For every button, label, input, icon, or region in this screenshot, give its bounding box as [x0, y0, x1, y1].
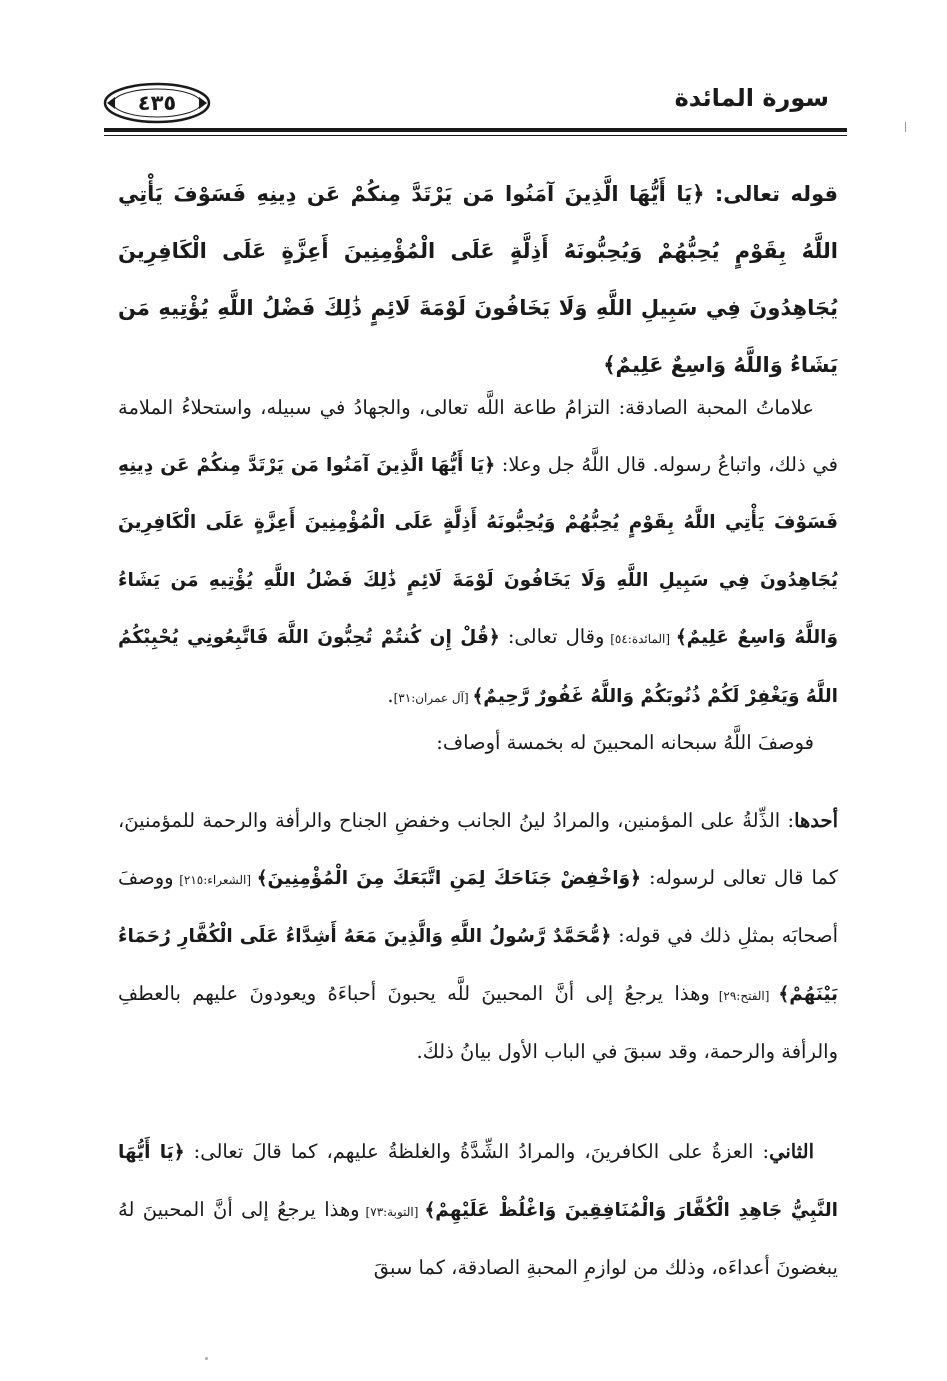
quran-verse: ﴿مُّحَمَّدٌ رَّسُولُ اللَّهِ وَالَّذِينَ مَعَهُ أَشِدَّاءُ عَلَى الْكُفَّارِ رُحَمَاءُ بَيْنَهُمْ﴾	[118, 926, 838, 1005]
surah-title: سورة المائدة	[674, 84, 829, 112]
paragraph-text: : الذِّلةُ على المؤمنين، والمرادُ لينُ الجانب وخفضِ الجناح والرأفة والرحمة للمؤمنينَ، كما قال تعالى لرسوله:	[118, 809, 839, 889]
paragraph-text: علاماتُ المحبة الصادقة: التزامُ طاعة اللَّه تعالى، والجهادُ في سبيله، واستحلاءُ الملامة في ذلك، واتباعُ رسوله. قال اللَّهُ جل وعلا:	[118, 396, 838, 476]
paragraph-text: فوصفَ اللَّهُ سبحانه المحبينَ له بخمسة أوصاف:	[436, 731, 814, 754]
opening-verse-paragraph	[118, 166, 838, 394]
paragraph-text: وهذا يرجعُ إلى أنَّ المحبينَ لهُ يبغضونَ أعداءَه، وذلك من لوازمِ المحبةِ الصادقة، كما سبقَ	[118, 1197, 838, 1279]
verse-intro: قوله تعالى:	[704, 182, 838, 206]
verse-reference: [الشعراء:٢١٥]	[173, 872, 257, 887]
header-rule-thin	[104, 135, 847, 136]
verse-reference: [آل عمران:٣١]	[393, 690, 473, 705]
verse-reference: [التوبة:٧٣]	[359, 1204, 425, 1219]
paragraph-signs-of-love	[118, 380, 838, 726]
attribute-lead: أحدها	[794, 809, 838, 832]
quran-verse: ﴿يَا أَيُّهَا الَّذِينَ آمَنُوا مَن يَرْتَدَّ مِنكُمْ عَن دِينِهِ فَسَوْفَ يَأْتِي اللَّهُ بِقَوْمٍ يُحِبُّهُمْ وَيُحِبُّونَهُ أَذِلَّةٍ عَلَى الْمُؤْمِنِينَ أَعِزَّةٍ عَلَى الْكَافِرِينَ يُجَاهِدُونَ فِي سَبِيلِ اللَّهِ وَلَا يَخَافُونَ لَوْمَةَ لَائِمٍ ذَٰلِكَ فَضْلُ اللَّهِ يُؤْتِيهِ مَن يَشَاءُ وَاللَّهُ وَاسِعٌ عَلِيمٌ﴾	[118, 182, 838, 377]
verse-reference: [المائدة:٥٤]	[604, 632, 676, 646]
margin-mark	[905, 122, 906, 132]
paragraph-first-attribute	[118, 793, 838, 1081]
verse-reference: [الفتح:٢٩]	[709, 988, 779, 1003]
quran-verse: ﴿يَا أَيُّهَا الَّذِينَ آمَنُوا مَن يَرْتَدَّ مِنكُمْ عَن دِينِهِ فَسَوْفَ يَأْتِي اللَّهُ بِقَوْمٍ يُحِبُّهُمْ وَيُحِبُّونَهُ أَذِلَّةٍ عَلَى الْمُؤْمِنِينَ أَعِزَّةٍ عَلَى الْكَافِرِينَ يُجَاهِدُونَ فِي سَبِيلِ اللَّهِ وَلَا يَخَافُونَ لَوْمَةَ لَائِمٍ ذَٰلِكَ فَضْلُ اللَّهِ يُؤْتِيهِ مَن يَشَاءُ وَاللَّهُ وَاسِعٌ عَلِيمٌ﴾	[118, 454, 838, 648]
attribute-lead: الثاني	[769, 1140, 814, 1163]
quran-verse: ﴿قُلْ إِن كُنتُمْ تُحِبُّونَ اللَّهَ فَاتَّبِعُونِي يُحْبِبْكُمُ اللَّهُ وَيَغْفِرْ لَكُمْ ذُنُوبَكُمْ وَاللَّهُ غَفُورٌ رَّحِيمٌ﴾	[118, 627, 838, 707]
paragraph-text: وهذا يرجعُ إلى أنَّ المحبينَ للَّه يحبونَ أحباءَهُ ويعودونَ عليهم بالعطفِ والرأفة والرحمة، وقد سبقَ في الباب الأول بيانُ ذلكَ.	[118, 981, 838, 1063]
paragraph-second-attribute	[118, 1124, 838, 1297]
quran-verse: ﴿وَاخْفِضْ جَنَاحَكَ لِمَنِ اتَّبَعَكَ مِنَ الْمُؤْمِنِينَ﴾	[256, 867, 641, 889]
quran-verse: ﴿يَا أَيُّهَا النَّبِيُّ جَاهِدِ الْكُفَّارَ وَالْمُنَافِقِينَ وَاغْلُظْ عَلَيْهِمْ﴾	[118, 1142, 838, 1221]
paragraph-text: : العزةُ على الكافرينَ، والمرادُ الشِّدَّةُ والغلظةُ عليهم، كما قالَ تعالى:	[184, 1140, 770, 1163]
page-number: ٤٣٥	[137, 91, 177, 115]
paragraph-text: وقال تعالى:	[499, 625, 605, 648]
paragraph-five-attributes	[118, 715, 838, 772]
header-rule-thick	[104, 128, 847, 132]
scan-speck	[205, 1357, 208, 1360]
paragraph-end: .	[387, 683, 394, 707]
paragraph-text: ووصفَ أصحابَه بمثلِ ذلك في قوله:	[118, 865, 838, 947]
